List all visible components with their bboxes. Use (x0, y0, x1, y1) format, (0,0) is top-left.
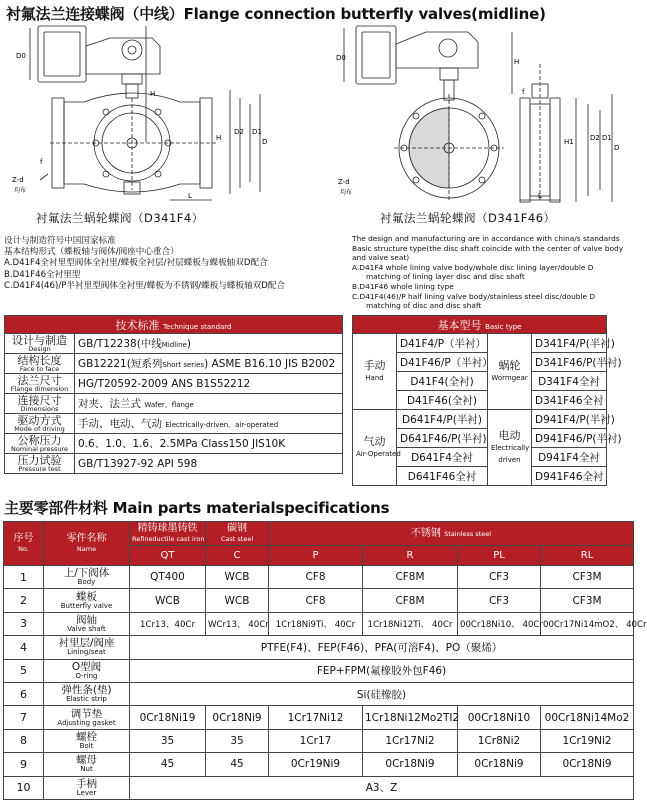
material-no: 1 (4, 566, 44, 589)
ci-en: Refineductile cast iron (132, 534, 205, 543)
material-value: 1Cr8Ni2 (458, 729, 541, 752)
material-value: CF3 (458, 566, 541, 589)
model-cell: D341F4/P(半衬) (532, 334, 607, 353)
col-cast-iron-header (130, 522, 206, 546)
material-value: 0Cr18Ni9 (541, 753, 634, 776)
tech-row (5, 354, 343, 374)
part-name-en: O-ring (75, 671, 98, 680)
material-value: 1Cr18Ni12Mo2TI2 (363, 706, 458, 729)
type-group-manual (353, 334, 397, 410)
model-cell: D941F4全衬 (532, 448, 607, 467)
tech-value (75, 394, 343, 414)
material-value: 1Cr17Ni12 (269, 706, 363, 729)
tech-label (5, 334, 75, 354)
material-value: WCr13、 40Cr (206, 612, 269, 635)
tech-label-en: Design (28, 344, 51, 353)
material-value: 00Cr18Ni14Mo2 (541, 706, 634, 729)
material-no: 7 (4, 706, 44, 729)
material-value: 1Cr13、40Cr (130, 612, 206, 635)
part-name-en: Valve shaft (67, 624, 106, 633)
no-zh: 序号 (13, 532, 34, 544)
material-part-name (44, 776, 130, 799)
material-row (4, 706, 634, 729)
part-name-en: Butterfly valve (60, 601, 113, 610)
part-name-en: Lining/seat (67, 648, 106, 657)
desc-en-line: The design and manufacturing are in accordance with china/s standards (352, 234, 620, 243)
material-value: CF3M (541, 589, 634, 612)
material-value: 45 (130, 753, 206, 776)
material-no: 4 (4, 636, 44, 659)
label-d2: D2 (590, 134, 600, 142)
material-row (4, 636, 634, 659)
label-h: H (150, 90, 156, 98)
label-d0: D0 (16, 52, 26, 60)
part-name-zh: 螺栓 (76, 730, 97, 743)
model-cell: D41F46(全衬) (397, 391, 488, 410)
material-no: 6 (4, 682, 44, 705)
tech-row (5, 374, 343, 394)
material-row (4, 682, 634, 705)
material-part-name (44, 753, 130, 776)
tech-value (75, 334, 343, 354)
model-cell: D641F46/P(半衬) (397, 429, 488, 448)
tech-value (75, 374, 343, 394)
material-value: 0Cr18Ni9 (363, 753, 458, 776)
cs-zh: 碳钢 (227, 522, 247, 534)
label-d1: D1 (252, 128, 262, 136)
code-r: R (363, 546, 458, 566)
label-d: D (262, 138, 268, 146)
code-rl: RL (541, 546, 634, 566)
tech-value-main: 0.6、1.0、1.6、2.5MPa Class150 JIS10K (78, 438, 286, 450)
tech-value (75, 454, 343, 474)
tech-label (5, 374, 75, 394)
desc-zh-line: B.D41F46全衬里型 (4, 269, 81, 280)
code-qt: QT (130, 546, 206, 566)
tech-label-en: Flange dimension (10, 384, 69, 393)
tech-row (5, 334, 343, 354)
materials-table (3, 521, 647, 800)
tech-row (5, 414, 343, 434)
tech-label-zh: 设计与制造 (12, 333, 67, 347)
material-no: 8 (4, 729, 44, 752)
material-value: 0Cr18Ni9 (458, 753, 541, 776)
valve-drawing-left (10, 24, 282, 204)
part-name-zh: 手柄 (76, 777, 97, 790)
part-name-zh: 阀轴 (76, 613, 97, 626)
part-name-en: Bolt (79, 741, 94, 750)
model-cell: D941F46全衬 (532, 467, 607, 486)
label-d: D (614, 144, 620, 152)
material-value: WCB (206, 589, 269, 612)
tech-value-main: GB/T12238(中线 (78, 338, 162, 350)
model-cell: D41F4(全衬) (397, 372, 488, 391)
material-no: 5 (4, 659, 44, 682)
type-group-electric (488, 410, 532, 486)
manual-en: Hand (365, 373, 384, 382)
material-value: PTFE(F4)、FEP(F46)、PFA(可溶F4)、PO（聚烯） (130, 636, 634, 659)
air-en: Air-Operated (356, 449, 401, 458)
desc-zh-line: C.D41F4(46)/P半衬里型阀体全衬里/蝶板为不锈钢/蝶板与蝶板轴双D配合 (4, 280, 286, 291)
materials-title: 主要零部件材料 Main parts materialspecifications (4, 499, 390, 517)
material-part-name (44, 566, 130, 589)
model-cell: D941F46/P(半衬) (532, 429, 607, 448)
tech-label (5, 454, 75, 474)
tech-row (5, 454, 343, 474)
header-en: Technique standard (162, 322, 232, 331)
model-cell: D941F4/P(半衬) (532, 410, 607, 429)
cs-en: Cast steel (220, 534, 254, 543)
tech-value-small: Electrically-driven、air-operated (165, 421, 279, 429)
label-z: Z-d (338, 178, 350, 186)
material-no: 10 (4, 776, 44, 799)
material-value: 00Cr18Ni10、 40Cr (458, 612, 541, 635)
header-zh: 技术标准 (115, 318, 160, 332)
material-part-name (44, 589, 130, 612)
material-value: 45 (206, 753, 269, 776)
label-h: H (514, 58, 520, 66)
label-zh: 均布 (340, 189, 353, 196)
model-cell: D341F46全衬 (532, 391, 607, 410)
part-name-en: Elastic strip (66, 695, 107, 704)
material-value: 1Cr17Ni2 (363, 729, 458, 752)
material-part-name (44, 682, 130, 705)
material-value: 1Cr18Ni9Ti、 40Cr (269, 612, 363, 635)
manual-zh: 手动 (363, 358, 386, 372)
tech-label-zh: 公称压力 (17, 433, 62, 447)
tech-value-tail: ) ASME B16.10 JIS B2002 (204, 358, 336, 370)
tech-label-zh: 连接尺寸 (17, 393, 62, 407)
tech-value-main: 对夹、法兰式 (78, 398, 145, 410)
desc-zh-line: A.D41F4全衬里型阀体全衬里/蝶板全衬层/衬层蝶板与蝶板轴双D配合 (4, 258, 268, 269)
material-value: Si(硅橡胶) (130, 682, 634, 705)
tech-label-en: Pressure test (18, 464, 61, 473)
electric-en: Electrically (491, 443, 530, 452)
material-value: 00Cr18Ni10 (458, 706, 541, 729)
tech-label-en: Mode of driving (14, 424, 65, 433)
tech-label-en: Face to face (19, 364, 60, 373)
label-l: L (188, 192, 192, 200)
basic-type-table (352, 315, 622, 486)
material-value: CF8 (269, 589, 363, 612)
material-value: QT400 (130, 566, 206, 589)
part-name-en: Lever (76, 788, 97, 797)
tech-value-small: Midline (161, 341, 187, 349)
code-pl: PL (458, 546, 541, 566)
material-value: 1Cr18Ni12Ti、 40Cr (363, 612, 458, 635)
material-value: WCB (130, 589, 206, 612)
material-value: CF8 (269, 566, 363, 589)
label-f: f (40, 158, 43, 166)
tech-value-tail: ) (186, 338, 191, 350)
material-value: CF8M (363, 589, 458, 612)
description-en (352, 234, 623, 311)
tech-value-main: HG/T20592-2009 ANS B1S52212 (78, 377, 251, 390)
material-value: WCB (206, 566, 269, 589)
valve-drawing-right (336, 24, 626, 204)
code-p: P (269, 546, 363, 566)
tech-label-zh: 驱动方式 (17, 413, 62, 427)
material-part-name (44, 659, 130, 682)
tech-label (5, 394, 75, 414)
material-value: 0Cr18Ni19 (130, 706, 206, 729)
name-zh: 零件名称 (66, 532, 107, 544)
part-name-en: Nut (80, 765, 93, 774)
material-row (4, 753, 634, 776)
model-cell: D41F46/P（半衬） (397, 353, 488, 372)
type-group-air (353, 410, 401, 486)
material-part-name (44, 706, 130, 729)
tech-label (5, 354, 75, 374)
tech-label-zh: 结构长度 (17, 353, 62, 367)
worm-zh: 蜗轮 (498, 358, 521, 372)
material-no: 3 (4, 612, 44, 635)
material-no: 2 (4, 589, 44, 612)
page-title: 衬氟法兰连接蝶阀（中线）Flange connection butterfly valves(midline) (6, 5, 546, 23)
model-cell: D41F4/P（半衬） (397, 334, 488, 353)
material-row (4, 776, 634, 799)
material-value: 0Cr18Ni9 (206, 706, 269, 729)
material-value: 35 (130, 729, 206, 752)
tech-label (5, 434, 75, 454)
desc-en-line: matching of lining layer disc and disc shaft (366, 272, 525, 282)
part-name-zh: 上/下阀体 (63, 567, 110, 580)
desc-zh-line: 设计与制造符号中国国家标准 (4, 236, 116, 246)
no-en: No. (18, 544, 29, 553)
material-value: CF3M (541, 566, 634, 589)
ss-zh: 不锈钢 (410, 527, 441, 539)
label-d0: D0 (336, 54, 346, 62)
desc-en-line: A.D41F4 whole lining valve body/whole disc lining layer/double D (352, 262, 594, 272)
material-value: 35 (206, 729, 269, 752)
header-en: Basic type (485, 322, 522, 331)
material-part-name (44, 729, 130, 752)
tech-label-en: Dimensions (20, 404, 59, 413)
electric-en: driven (498, 455, 521, 464)
material-row (4, 729, 634, 752)
ci-zh: 精铸球墨铸铁 (137, 522, 198, 534)
drawing-right-caption: 衬氟法兰蜗轮蝶阀（D341F46） (380, 211, 556, 225)
material-row (4, 612, 634, 635)
desc-en-line: matching of disc and disc shaft (366, 301, 482, 311)
technique-standard-table (4, 315, 343, 474)
air-zh: 气动 (363, 434, 386, 448)
material-value: 1Cr17 (269, 729, 363, 752)
tech-row (5, 434, 343, 454)
technique-standard-header (5, 316, 343, 334)
model-cell: D641F4/P(半衬) (397, 410, 488, 429)
label-d2: D2 (234, 128, 244, 136)
part-name-zh: 调节垫 (70, 707, 103, 720)
tech-value-main: 手动、电动、气动 (78, 418, 166, 430)
electric-zh: 电动 (498, 428, 521, 442)
header-zh: 基本型号 (437, 318, 482, 332)
col-no-header (4, 522, 44, 566)
desc-en-line: C.D41F4(46)/P half lining valve body/stainless steel disc/double D (352, 291, 596, 301)
material-part-name (44, 636, 130, 659)
type-group-worm (488, 334, 532, 410)
part-name-zh: 衬里层/阀座 (58, 637, 115, 650)
tech-value-small: Wafer、flange (144, 401, 194, 409)
tech-row (5, 394, 343, 414)
label-z: Z-d (12, 176, 24, 184)
desc-en-line: and valve seat) (352, 253, 410, 263)
material-value: CF8M (363, 566, 458, 589)
ss-en: Stainless steel (444, 529, 492, 538)
label-h1: H (216, 134, 222, 142)
name-en: Name (76, 544, 97, 553)
material-row (4, 589, 634, 612)
material-value: A3、Z (130, 776, 634, 799)
material-value: 0Cr19Ni9 (269, 753, 363, 776)
desc-zh-line: 基本结构形式（蝶板轴与阀体/阀座中心重合） (4, 247, 179, 258)
label-f: f (522, 88, 525, 96)
material-no: 9 (4, 753, 44, 776)
description-zh (4, 236, 285, 292)
col-stainless-header (269, 522, 634, 546)
tech-label-en: Nominal pressure (10, 444, 69, 453)
part-name-zh: O型阀 (71, 660, 102, 673)
worm-en: Wormgear (491, 373, 528, 382)
tech-value-main: GB12221(短系列 (78, 358, 163, 370)
desc-en-line: B.D41F46 whole lining type (352, 281, 454, 291)
material-value: CF3 (458, 589, 541, 612)
tech-value (75, 354, 343, 374)
material-value: 1Cr19Ni2 (541, 729, 634, 752)
col-name-header (44, 522, 130, 566)
part-name-zh: 弹性条(垫) (61, 684, 112, 697)
desc-en-line: Basic structure type(the disc shaft coincide with the center of valve body (352, 243, 624, 253)
label-l: L (538, 192, 542, 200)
material-value: 00Cr17Ni14mO2、 40Cr (541, 612, 634, 635)
model-cell: D341F4全衬 (532, 372, 607, 391)
tech-label-zh: 压力试验 (17, 453, 62, 467)
part-name-zh: 螺母 (76, 754, 97, 767)
drawing-left-caption: 衬氟法兰蜗轮蝶阀（D341F4） (36, 211, 204, 225)
tech-value (75, 414, 343, 434)
model-cell: D641F46全衬 (397, 467, 488, 486)
tech-value (75, 434, 343, 454)
tech-label-zh: 法兰尺寸 (17, 373, 62, 387)
label-d1: D1 (602, 134, 612, 142)
material-row (4, 566, 634, 589)
part-name-en: Body (77, 578, 96, 587)
material-row (4, 659, 634, 682)
label-zh: 均布 (14, 187, 27, 194)
code-c: C (206, 546, 269, 566)
tech-label (5, 414, 75, 434)
tech-value-main: GB/T13927-92 API 598 (78, 457, 198, 470)
model-cell: D641F4全衬 (397, 448, 488, 467)
basic-type-header (353, 316, 607, 334)
label-h1: H1 (564, 138, 574, 146)
material-part-name (44, 612, 130, 635)
tech-value-small: Short series (162, 361, 205, 369)
col-cast-steel-header (206, 522, 269, 546)
part-name-en: Adjusting gasket (57, 718, 116, 727)
part-name-zh: 蝶板 (76, 590, 97, 603)
material-value: FEP+FPM(氟橡胶外包F46) (130, 659, 634, 682)
model-cell: D341F46/P(半衬) (532, 353, 607, 372)
